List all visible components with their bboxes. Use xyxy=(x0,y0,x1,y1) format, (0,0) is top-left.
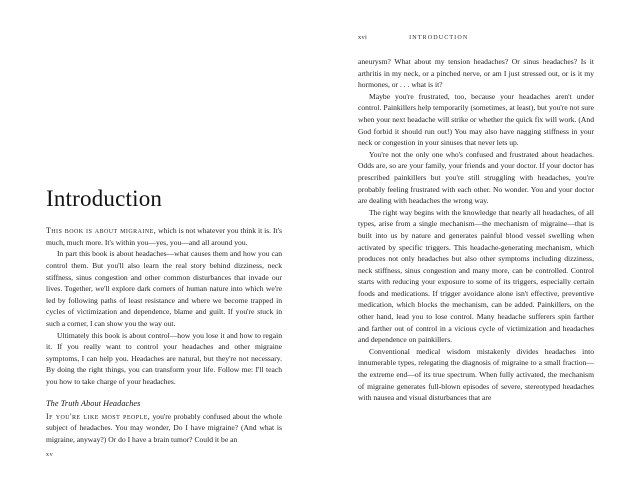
paragraph: Maybe you're frustrated, too, because your headaches aren't under control. Painkillers help temporarily (sometimes, at least), but you're not sure when your next headache will strike or whether the quick fix will work. (And God forbid it should run out!) You may also have nagging stiffness in your neck or congestion in your sinuses that never lets up. xyxy=(358,91,594,148)
running-head xyxy=(358,34,594,48)
body-column xyxy=(358,56,594,404)
paragraph: Ultimately this book is about control—how you lose it and how to regain it. If you really want to control your headaches and other migraine symptoms, I can help you. Headaches are natural, but they're not necessary. By doing the right things, you can transform your life. Follow me: I'll teach you how to take charge of your headaches. xyxy=(46,330,282,387)
paragraph: Conventional medical wisdom mistakenly divides headaches into innumerable types, relegating the diagnosis of migraine to a small fraction—the extreme end—of its true spectrum. When fully activated, the mechanism of migraine generates full-blown episodes of severe, stereotyped headaches with nausea and visual disturbances that are xyxy=(358,346,594,403)
paragraph: You're not the only one who's confused and frustrated about headaches. Odds are, so are your family, your friends and your doctor. If your doctor has prescribed painkillers but you're still struggling with headaches, you're probably feeling frustrated with each other. No wonder. You and your doctor are dealing with headaches the wrong way. xyxy=(358,149,594,206)
chapter-title-block xyxy=(46,186,282,211)
paragraph-text: you're probably confused about the whole subject of headaches. You may wonder, Do I have migraine? (And what is migraine, anyway?) Or do I have a brain tumor? Could it be an xyxy=(46,411,282,444)
paragraph xyxy=(46,411,282,446)
paragraph-text: which is not whatever you think it is. It's much, much more. It's within you—yes, you—and all around you. xyxy=(46,226,282,247)
small-caps-lead: If you're like most people, xyxy=(46,411,151,421)
page-number-right: xvi xyxy=(358,34,368,41)
page-right xyxy=(320,0,640,480)
paragraph: In part this book is about headaches—what causes them and how you can control them. But you'll also learn the real story behind dizziness, neck stiffness, sinus congestion and other common disturbances that invade our lives. Together, we'll explore dark corners of human nature into which we're led by following paths of least resistance and where we become trapped in cycles of victimization and dependence, blame and guilt. If you're stuck in such a corner, I can show you the way out. xyxy=(46,249,282,329)
section-subhead: The Truth About Headaches xyxy=(46,398,141,408)
paragraph xyxy=(46,225,282,248)
paragraph: The right way begins with the knowledge that nearly all headaches, of all types, arise from a single mechanism—the mechanism of migraine—that is built into us by nature and generates painful blood vessel swelling when activated by specific triggers. This headache-generating mechanism, which produces not only headaches but also other symptoms including dizziness, neck stiffness, sinus congestion and many more, can be controlled. Control starts with reducing your exposure to some of its triggers, especially certain foods and medications. If trigger avoidance alone isn't effective, preventive medication, which blocks the mechanism, can be added. Painkillers, on the other hand, lead you to lose control. Many headache sufferers spin farther and farther out of control in a vicious cycle of victimization and headaches and dependence on painkillers. xyxy=(358,207,594,345)
small-caps-lead: This book is about migraine, xyxy=(46,226,157,236)
page-number-left: xv xyxy=(46,452,54,458)
running-head-title: INTRODUCTION xyxy=(409,35,469,41)
chapter-title: Introduction xyxy=(46,186,163,211)
paragraph: aneurysm? What about my tension headaches? Or sinus headaches? Is it arthritis in my neck, or a pinched nerve, or am I just stressed out, or is it my hormones, or . . . what is it? xyxy=(358,57,594,90)
